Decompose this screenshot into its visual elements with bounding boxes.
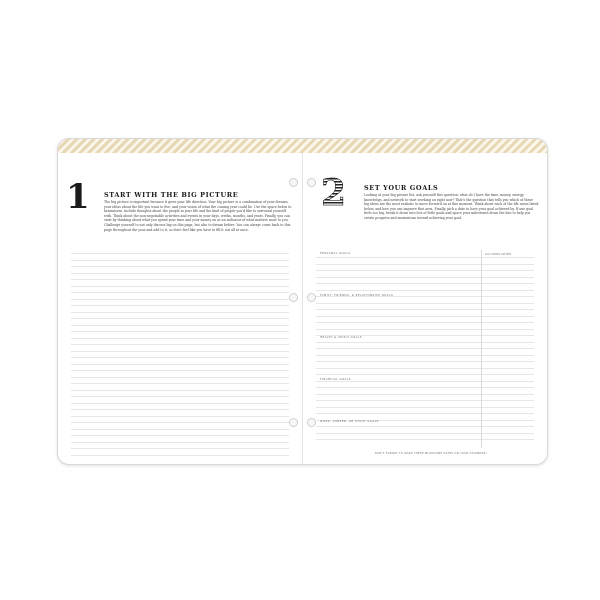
ruled-line	[71, 448, 289, 449]
ruled-line	[71, 299, 289, 300]
ruled-line	[316, 407, 534, 408]
ruled-line	[71, 455, 289, 456]
binder-ring-top-left	[289, 178, 298, 187]
binder-ring-bottom-left	[289, 418, 298, 427]
right-page-intro: Looking at your big picture list, ask yourself this question: what do I have the time, money, energy, knowledge, and network to start working on right now? That's the question that tells you which of these big ideas are the most realistic to move forward on at this moment. Think about each of the life areas listed below, and how you can improve that area. Finally, pick a date to have your goal achieved by. If one goal feels too big, break it down into lots of little goals and space your milestones down the line to help you create progress and momentum toward achieving your goal.	[364, 193, 539, 220]
ruled-line	[316, 270, 534, 271]
page-number-2: 2	[321, 172, 347, 214]
ruled-line	[71, 383, 289, 384]
ruled-line	[316, 368, 534, 369]
goal-label-financial: FINANCIAL GOALS	[320, 378, 351, 381]
ruled-line	[71, 344, 289, 345]
ruled-line	[316, 361, 534, 362]
ruled-line	[71, 409, 289, 410]
ruled-line	[71, 286, 289, 287]
right-page-title: SET YOUR GOALS	[364, 184, 439, 192]
ruled-line	[71, 403, 289, 404]
ruled-line	[71, 305, 289, 306]
ruled-line	[316, 439, 534, 440]
ruled-line	[316, 426, 534, 427]
ruled-line	[71, 292, 289, 293]
goal-label-health: HEALTH & SPIRIT GOALS	[320, 336, 362, 339]
ruled-line	[71, 338, 289, 339]
ruled-line	[71, 260, 289, 261]
ruled-line	[316, 387, 534, 388]
ruled-line	[71, 377, 289, 378]
left-page-intro: The big picture is important because it gives your life direction. Your big picture is a combination of your dreams, your ideas about the life you want to live, and your vision of what the coming year could be. Use the space below to brainstorm. Include thoughts about the people in your life and the kind of people you'd like to surround yourself with. Think about the non-negotiable activities and events in your days, weeks, months, and years. Finally, you can start by thinking about what you spend your time and your money on as an indicator of what matters most to you. Challenge yourself to not only discuss big on this page, but also to dream before. You can always come back to this page throughout the year and add to it, so don't feel like you have to fill it out all at once.	[104, 200, 292, 232]
right-page	[303, 153, 547, 464]
goal-label-personal: PERSONAL GOALS	[320, 252, 351, 255]
ruled-line	[71, 435, 289, 436]
ruled-line	[71, 325, 289, 326]
ruled-line	[71, 318, 289, 319]
ruled-line	[71, 396, 289, 397]
left-page	[58, 153, 302, 464]
ruled-line	[316, 303, 534, 304]
ruled-line	[71, 390, 289, 391]
goal-label-work: WORK, CAREER, OR STUDY GOALS	[320, 420, 379, 423]
ruled-line	[316, 433, 534, 434]
planner-spread	[57, 138, 548, 465]
ruled-line	[316, 394, 534, 395]
ruled-line	[71, 266, 289, 267]
ruled-line	[316, 329, 534, 330]
ruled-line	[71, 312, 289, 313]
ruled-line	[71, 422, 289, 423]
ruled-line	[71, 429, 289, 430]
ruled-line	[316, 264, 534, 265]
left-page-title: START WITH THE BIG PICTURE	[104, 191, 239, 199]
ruled-line	[316, 355, 534, 356]
accomplished-label: ACCOMPLISHED	[485, 253, 512, 256]
ruled-line	[71, 364, 289, 365]
binder-ring-mid-left	[289, 293, 298, 302]
binder-ring-mid-right	[307, 293, 316, 302]
goal-label-family: FAMILY, FRIENDS, & RELATIONSHIP GOALS	[320, 294, 394, 297]
ruled-line	[71, 416, 289, 417]
ruled-line	[316, 290, 534, 291]
ruled-line	[71, 442, 289, 443]
ruled-line	[71, 279, 289, 280]
ruled-line	[316, 316, 534, 317]
binder-ring-top-right	[307, 178, 316, 187]
ruled-line	[316, 413, 534, 414]
ruled-line	[316, 374, 534, 375]
ruled-line	[316, 348, 534, 349]
ruled-line	[71, 273, 289, 274]
ruled-line	[316, 283, 534, 284]
ruled-line	[71, 253, 289, 254]
page-number-1: 1	[66, 177, 90, 217]
ruled-line	[316, 400, 534, 401]
ruled-line	[71, 370, 289, 371]
ruled-line	[316, 322, 534, 323]
binder-ring-bottom-right	[307, 418, 316, 427]
calendar-footnote: DON'T FORGET TO MARK THESE MILESTONE DATES ON YOUR CALENDAR!	[375, 452, 488, 455]
ruled-line	[71, 331, 289, 332]
ruled-line	[316, 257, 534, 258]
ruled-line	[71, 357, 289, 358]
ruled-line	[316, 342, 534, 343]
ruled-line	[71, 351, 289, 352]
accomplished-column-divider	[481, 250, 482, 448]
ruled-line	[316, 277, 534, 278]
ruled-line	[316, 309, 534, 310]
decorative-stripe-border	[58, 139, 547, 153]
